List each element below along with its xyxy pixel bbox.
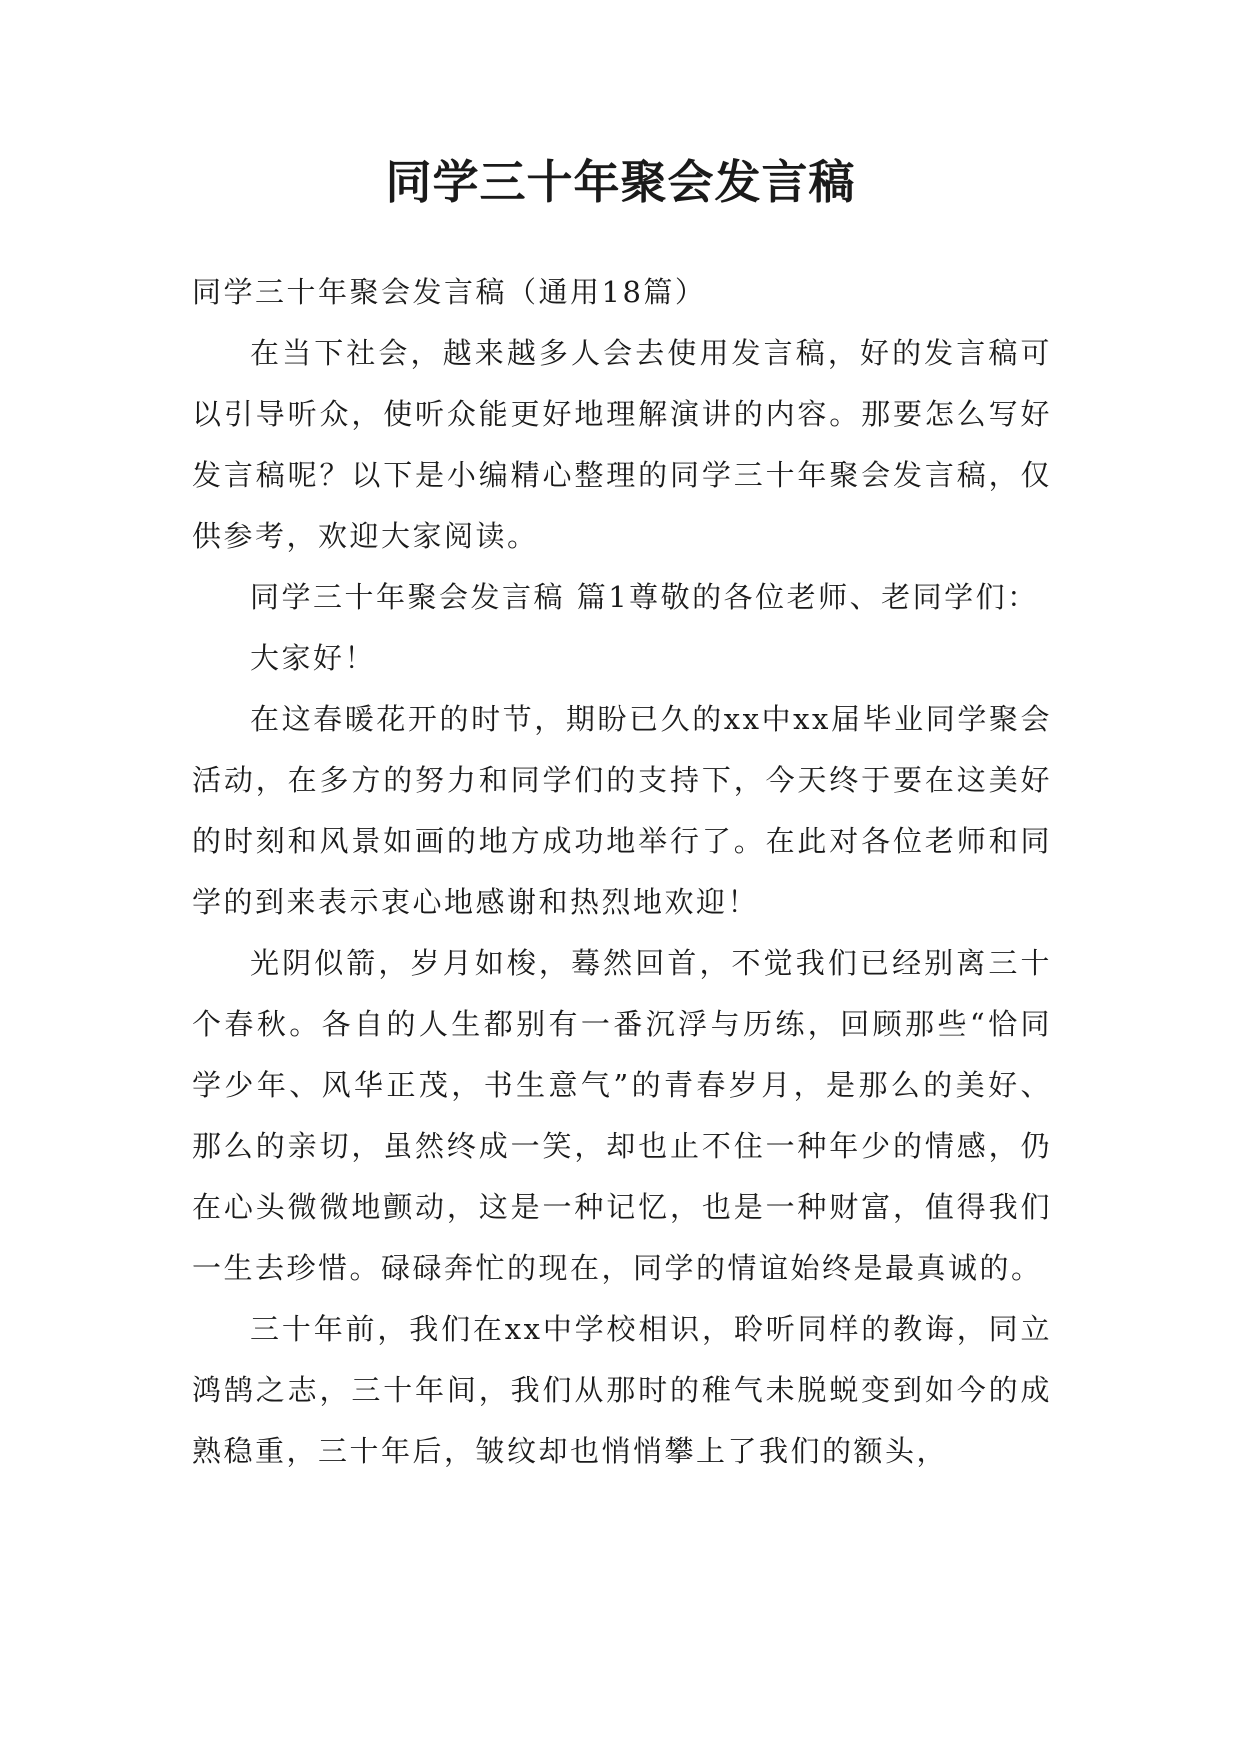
subtitle-paragraph: 同学三十年聚会发言稿（通用18篇）: [192, 275, 707, 309]
greeting-paragraph: 大家好！: [250, 641, 377, 675]
body-paragraph: 三十年前，我们在xx中学校相识，聆听同样的教诲，同立鸿鹄之志，三十年间，我们从那时的稚气未脱蜕变到如今的成熟稳重，三十年后，皱纹却也悄悄攀上了我们的额头，: [192, 1312, 1052, 1468]
body-paragraph: 光阴似箭，岁月如梭，蓦然回首，不觉我们已经别离三十个春秋。各自的人生都别有一番沉浮与历练，回顾那些“恰同学少年、风华正茂，书生意气”的青春岁月，是那么的美好、那么的亲切，虽然终成一笑，却也止不住一种年少的情感，仍在心头微微地颤动，这是一种记忆，也是一种财富，值得我们一生去珍惜。碌碌奔忙的现在，同学的情谊始终是最真诚的。: [192, 946, 1052, 1285]
document-body: [192, 262, 1052, 1482]
intro-paragraph: 在当下社会，越来越多人会去使用发言稿，好的发言稿可以引导听众，使听众能更好地理解演讲的内容。那要怎么写好发言稿呢？以下是小编精心整理的同学三十年聚会发言稿，仅供参考，欢迎大家阅读。: [192, 336, 1052, 553]
document-title: 同学三十年聚会发言稿: [385, 155, 856, 209]
salutation-paragraph: 同学三十年聚会发言稿 篇1尊敬的各位老师、老同学们：: [250, 580, 1039, 614]
body-paragraph: 在这春暖花开的时节，期盼已久的xx中xx届毕业同学聚会活动，在多方的努力和同学们的支持下，今天终于要在这美好的时刻和风景如画的地方成功地举行了。在此对各位老师和同学的到来表示衷心地感谢和热烈地欢迎！: [192, 702, 1052, 919]
